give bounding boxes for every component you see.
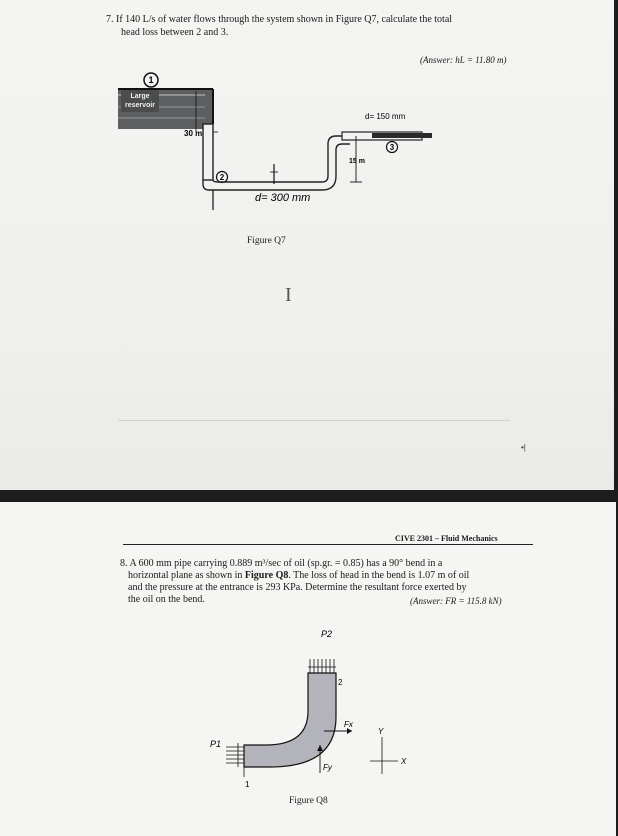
- point-3-label: 3: [389, 143, 395, 152]
- reservoir-label-line-1: Large: [130, 93, 150, 100]
- text-cursor-icon: I: [285, 284, 292, 306]
- question-8-answer: (Answer: FR = 115.8 kN): [410, 596, 502, 606]
- figure-q8-caption: Figure Q8: [289, 796, 328, 806]
- reservoir-label-line-2: reservoir: [125, 102, 155, 109]
- p1-label: P1: [210, 739, 222, 749]
- question-8-line-2-end: . The loss of head in the bend is 1.07 m of oil: [288, 570, 470, 581]
- figure-q8-pipe-bend: [200, 627, 440, 802]
- pipe-vertical-inlet: [203, 124, 213, 180]
- question-8-line-4: the oil on the bend.: [128, 594, 205, 605]
- course-header: CIVE 2301 – Fluid Mechanics: [395, 534, 498, 543]
- question-8-line-1: 8. A 600 mm pipe carrying 0.889 m³/sec of oil (sp.gr. = 0.85) has a 90° bend in a: [120, 558, 443, 569]
- figure-q8-reference: Figure Q8: [244, 570, 289, 581]
- point-1-label: 1: [148, 75, 154, 85]
- p2-label: P2: [321, 629, 333, 639]
- section-2-label: 2: [338, 678, 343, 687]
- question-7-line-2: head loss between 2 and 3.: [121, 27, 229, 38]
- point-2-label: 2: [219, 173, 225, 182]
- fy-label: Fy: [323, 763, 332, 772]
- pipe-bend-body: [244, 673, 336, 767]
- dimension-30m: 30 m: [184, 129, 203, 138]
- question-8-line-2-start: horizontal plane as shown in: [128, 570, 245, 581]
- figure-q7-pipe-system: [110, 72, 450, 222]
- pipe-horizontal-300mm: [213, 180, 322, 182]
- question-7-answer: (Answer: hL = 11.80 m): [420, 55, 507, 65]
- header-rule: [123, 544, 533, 545]
- section-1-label: 1: [245, 780, 250, 789]
- page-divider: [118, 420, 510, 421]
- fx-label: Fx: [344, 720, 353, 729]
- document-page-2: [0, 502, 616, 836]
- question-8-line-2: [128, 570, 469, 582]
- y-axis-label: Y: [378, 727, 384, 736]
- dimension-15m: 15 m: [349, 158, 365, 165]
- question-8-line-3: and the pressure at the entrance is 293 KPa. Determine the resultant force exerted by: [128, 582, 467, 593]
- figure-q7-caption: Figure Q7: [247, 236, 286, 246]
- page-mark: •|: [521, 443, 526, 452]
- question-7-line-1: 7. If 140 L/s of water flows through the system shown in Figure Q7, calculate the total: [106, 14, 453, 25]
- diameter-300mm-label: d= 300 mm: [255, 192, 311, 204]
- diameter-150mm-label: d= 150 mm: [365, 112, 406, 121]
- x-axis-label: X: [401, 757, 407, 766]
